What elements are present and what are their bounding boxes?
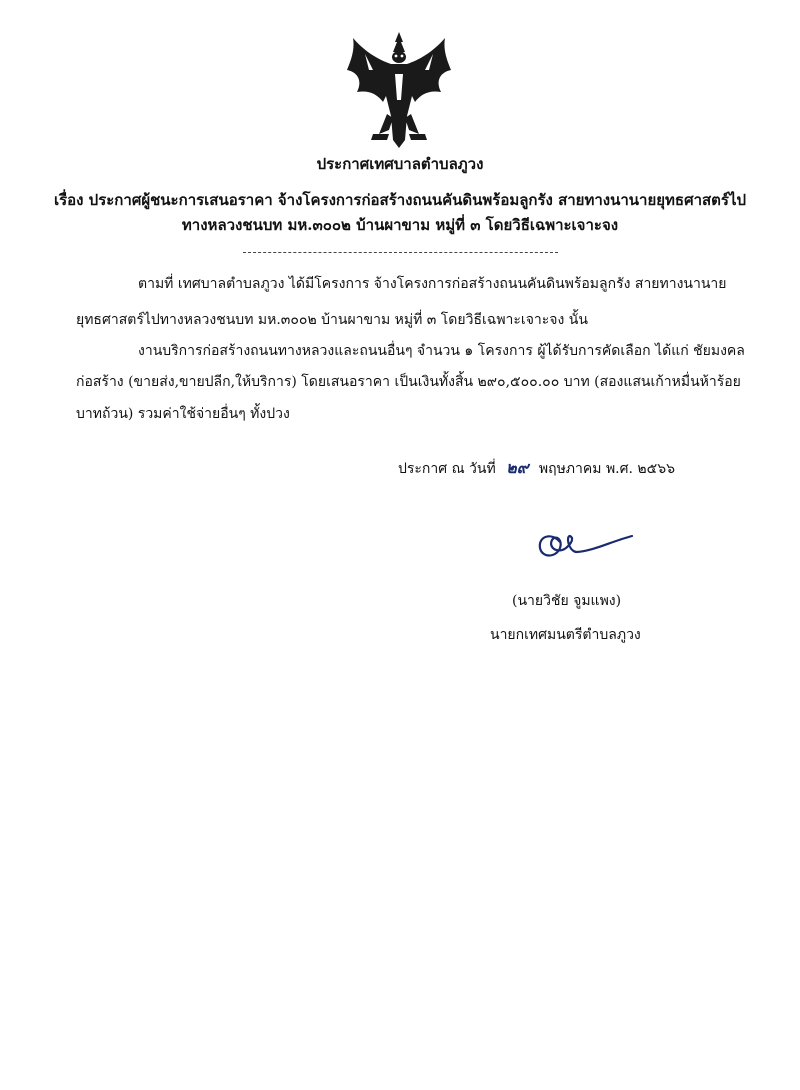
handwritten-day: ๒๙ — [506, 458, 529, 477]
announcer-title: ประกาศเทศบาลตำบลภูวง — [316, 155, 484, 173]
divider-line — [243, 252, 558, 253]
subject-line-2: ทางหลวงชนบท มห.๓๐๐๒ บ้านผาขาม หมู่ที่ ๓ โดยวิธีเฉพาะเจาะจง — [181, 216, 619, 234]
body-paragraph-2-line-3: บาทถ้วน) รวมค่าใช้จ่ายอื่นๆ ทั้งปวง — [76, 406, 290, 422]
date-prefix: ประกาศ ณ วันที่ — [398, 460, 496, 477]
subject-line-1: เรื่อง ประกาศผู้ชนะการเสนอราคา จ้างโครงการก่อสร้างถนนคันดินพร้อมลูกรัง สายทางนานายยุทธศาสตร์ไป — [53, 191, 747, 209]
signatory-name: (นายวิชัย จูมแพง) — [512, 593, 622, 609]
garuda-emblem-icon — [343, 30, 455, 150]
body-paragraph-2-line-2: ก่อสร้าง (ขายส่ง,ขายปลีก,ให้บริการ) โดยเสนอราคา เป็นเงินทั้งสิ้น ๒๙๐,๕๐๐.๐๐ บาท (สองแสนเก้าหมื่นห้าร้อย — [76, 374, 741, 390]
body-paragraph-1-line-2: ยุทธศาสตร์ไปทางหลวงชนบท มห.๓๐๐๒ บ้านผาขาม หมู่ที่ ๓ โดยวิธีเฉพาะเจาะจง นั้น — [76, 312, 588, 328]
announcement-date — [398, 456, 675, 481]
handwritten-signature-icon — [530, 520, 635, 570]
signatory-position: นายกเทศมนตรีตำบลภูวง — [490, 627, 641, 643]
body-paragraph-1-line-1: ตามที่ เทศบาลตำบลภูวง ได้มีโครงการ จ้างโครงการก่อสร้างถนนคันดินพร้อมลูกรัง สายทางนานาย — [138, 276, 727, 292]
body-paragraph-2-line-1: งานบริการก่อสร้างถนนทางหลวงและถนนอื่นๆ จำนวน ๑ โครงการ ผู้ได้รับการคัดเลือก ได้แก่ ชัยมงคล — [138, 343, 745, 359]
date-month-year: พฤษภาคม พ.ศ. ๒๕๖๖ — [538, 460, 676, 477]
